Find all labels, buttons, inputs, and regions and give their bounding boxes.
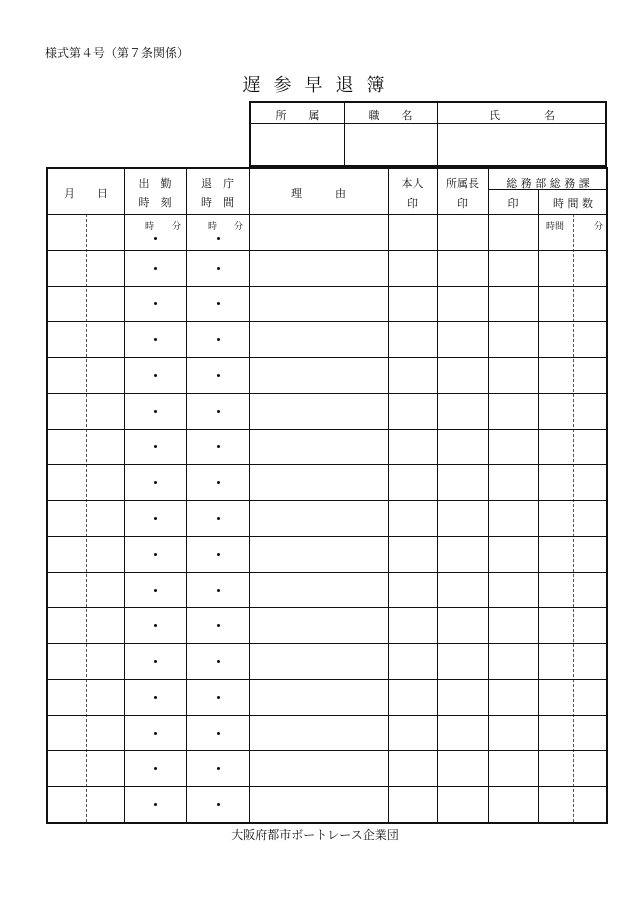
table-row[interactable] (48, 679, 606, 715)
table-row[interactable] (48, 786, 606, 822)
header-reason: 理 由 (291, 187, 346, 200)
table-row[interactable] (48, 429, 606, 465)
time-colon-dot (154, 696, 157, 699)
time-colon-dot (217, 517, 220, 520)
time-colon-dot (217, 589, 220, 592)
time-colon-dot (154, 553, 157, 556)
header-chief: 所属長 (446, 177, 479, 190)
table-row[interactable] (48, 464, 606, 500)
table-row[interactable] (48, 607, 606, 643)
row-divider (48, 357, 606, 358)
time-colon-dot (154, 589, 157, 592)
department-label: 所 属 (275, 109, 320, 122)
document-title: 遅参早退簿 (242, 75, 398, 96)
ga-header-divider (488, 189, 606, 190)
unit-hour: 時 (208, 222, 218, 232)
row-divider (48, 572, 606, 573)
time-colon-dot (217, 732, 220, 735)
table-row[interactable] (48, 536, 606, 572)
header-leave-time: 時 間 (201, 196, 234, 209)
department-field[interactable] (252, 125, 343, 165)
header-chief-seal: 印 (457, 197, 468, 210)
header-self-seal: 印 (407, 197, 418, 210)
row-divider (48, 500, 606, 501)
table-row[interactable] (48, 357, 606, 393)
table-row[interactable] (48, 393, 606, 429)
time-colon-dot (217, 410, 220, 413)
header-arrival-time: 時 刻 (138, 196, 172, 209)
time-colon-dot (154, 374, 157, 377)
row-divider (48, 429, 606, 430)
time-colon-dot (154, 732, 157, 735)
row-divider (48, 607, 606, 608)
table-row[interactable] (48, 643, 606, 679)
time-colon-dot (154, 410, 157, 413)
header-ga-hours: 時 間 数 (553, 197, 593, 210)
unit-minute: 分 (172, 222, 182, 232)
row-divider (48, 464, 606, 465)
row-divider (48, 786, 606, 787)
row-divider (48, 715, 606, 716)
table-row[interactable] (48, 715, 606, 751)
table-row[interactable] (48, 572, 606, 608)
time-colon-dot (154, 267, 157, 270)
row-divider (48, 679, 606, 680)
name-label: 氏 名 (489, 109, 555, 122)
header-month-day: 月 日 (64, 187, 108, 200)
table-row[interactable] (48, 286, 606, 322)
row-divider (48, 750, 606, 751)
time-colon-dot (154, 517, 157, 520)
header-self: 本人 (401, 177, 424, 190)
form-number: 様式第４号（第７条関係） (45, 46, 190, 60)
attendance-table (46, 167, 608, 824)
row-divider (48, 321, 606, 322)
table-row[interactable] (48, 500, 606, 536)
row-divider (48, 286, 606, 287)
table-row[interactable] (48, 750, 606, 786)
position-label: 職 名 (368, 109, 413, 122)
time-colon-dot (217, 553, 220, 556)
organization-name: 大阪府都市ボートレース企業団 (231, 828, 399, 842)
row-divider (48, 643, 606, 644)
table-row[interactable] (48, 321, 606, 357)
unit-hour: 時 (145, 222, 155, 232)
time-colon-dot (217, 696, 220, 699)
unit-minute: 分 (234, 222, 244, 232)
header-arrival: 出 勤 (138, 177, 172, 190)
name-field[interactable] (438, 125, 606, 165)
time-colon-dot (217, 267, 220, 270)
header-ga-seal: 印 (507, 197, 519, 210)
row-divider (48, 393, 606, 394)
table-row[interactable] (48, 250, 606, 286)
header-leave: 退 庁 (201, 177, 234, 190)
position-field[interactable] (345, 125, 436, 165)
row-divider (48, 250, 606, 251)
row-divider (48, 536, 606, 537)
unit-hours: 時間 (546, 222, 565, 232)
time-colon-dot (217, 374, 220, 377)
table-row[interactable] (48, 214, 606, 250)
header-general-affairs: 総 務 部 総 務 課 (506, 177, 590, 190)
unit-minutes: 分 (594, 222, 604, 232)
employee-info-box (249, 101, 607, 167)
